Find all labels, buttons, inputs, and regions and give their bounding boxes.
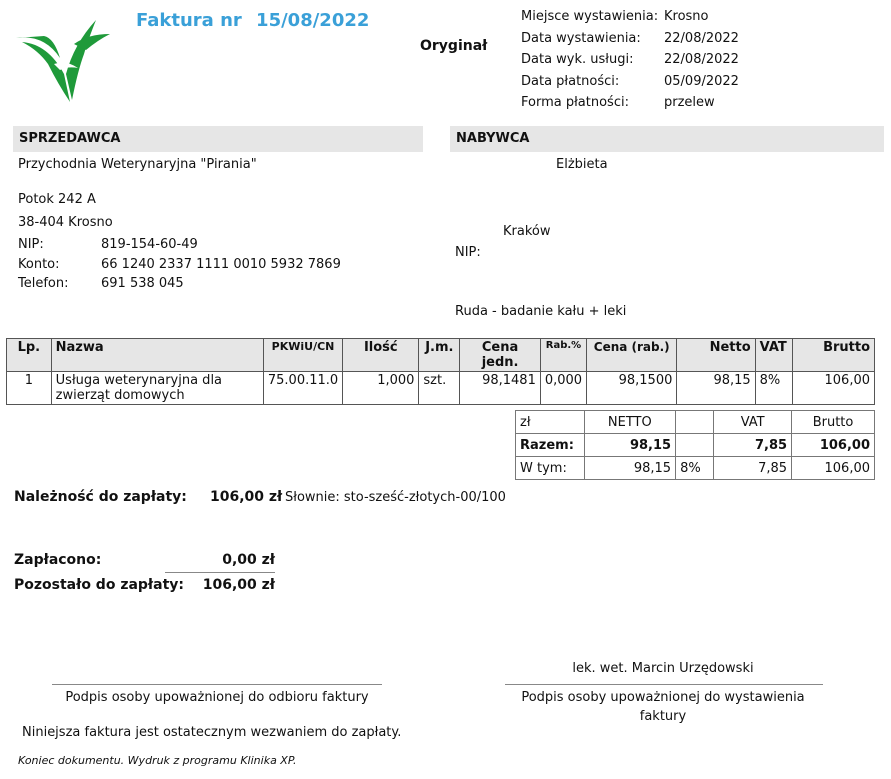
issuer-signature-caption: Podpis osoby upoważnionej do wystawienia — [521, 690, 805, 705]
cell-name: Usługa weterynaryjna dla zwierząt domowych — [51, 372, 263, 405]
vat-summary-table — [515, 410, 875, 480]
seller-nip: 819-154-60-49 — [101, 237, 198, 252]
col-lp: Lp. — [7, 339, 52, 372]
copy-label: Oryginał — [420, 38, 488, 54]
meta-label: Data płatności: — [521, 73, 620, 89]
meta-value: 22/08/2022 — [664, 52, 739, 67]
cell-brutto: 106,00 — [792, 372, 874, 405]
col-discount: Rab.% — [540, 339, 586, 372]
summary-total-label: Razem: — [516, 434, 585, 457]
invoice-title — [136, 10, 377, 31]
summary-incl-row — [516, 457, 875, 480]
seller-account-label: Konto: — [18, 257, 60, 272]
cell-qty: 1,000 — [343, 372, 419, 405]
cell-lp: 1 — [7, 372, 52, 405]
meta-row — [521, 9, 739, 31]
summary-total-brutto: 106,00 — [792, 434, 875, 457]
meta-row — [521, 74, 739, 96]
final-notice: Niniejsza faktura jest ostatecznym wezwaniem do zapłaty. — [22, 725, 402, 740]
seller-phone: 691 538 045 — [101, 276, 184, 291]
summary-header-row — [516, 411, 875, 434]
summary-incl-label: W tym: — [516, 457, 585, 480]
buyer-note: Ruda - badanie kału + leki — [455, 304, 627, 319]
meta-label: Forma płatności: — [521, 95, 629, 110]
summary-incl-netto: 98,15 — [584, 457, 676, 480]
meta-row — [521, 95, 739, 117]
summary-total-row — [516, 434, 875, 457]
invoice-meta — [521, 9, 739, 117]
summary-empty-cell — [676, 434, 714, 457]
meta-row — [521, 52, 739, 74]
meta-value: przelew — [664, 95, 715, 110]
meta-value: 22/08/2022 — [664, 30, 739, 46]
cell-discounted-price: 98,1500 — [587, 372, 677, 405]
buyer-nip-label: NIP: — [455, 245, 481, 260]
col-discounted-price: Cena (rab.) — [587, 339, 677, 372]
receiver-signature-caption: Podpis osoby upoważnionej do odbioru faktury — [65, 690, 369, 705]
issuer-signature-caption-2: faktury — [639, 709, 687, 724]
col-netto: Netto — [677, 339, 755, 372]
summary-empty-cell — [676, 411, 714, 434]
seller-name: Przychodnia Weterynaryjna "Pirania" — [18, 157, 257, 172]
remaining-value: 106,00 zł — [202, 577, 275, 593]
col-brutto: Brutto — [792, 339, 874, 372]
due-value: 106,00 zł — [210, 489, 283, 505]
meta-label: Data wystawienia: — [521, 30, 641, 46]
meta-label: Data wyk. usługi: — [521, 52, 634, 67]
cell-discount: 0,000 — [540, 372, 586, 405]
col-unit: J.m. — [419, 339, 460, 372]
cell-netto: 98,15 — [677, 372, 755, 405]
due-words: Słownie: sto-sześć-złotych-00/100 — [285, 490, 506, 505]
buyer-city: Kraków — [503, 224, 551, 239]
issuer-signature-line — [505, 684, 823, 685]
invoice-title-label: Faktura nr — [136, 10, 242, 31]
cell-unit: szt. — [419, 372, 460, 405]
clinic-logo — [14, 14, 112, 104]
col-vat: VAT — [755, 339, 792, 372]
document-end: Koniec dokumentu. Wydruk z programu Klinika XP. — [18, 754, 297, 767]
col-name: Nazwa — [51, 339, 263, 372]
invoice-number: 15/08/2022 — [256, 10, 370, 31]
seller-heading: SPRZEDAWCA — [13, 126, 423, 152]
meta-label: Miejsce wystawienia: — [521, 9, 659, 24]
col-pkwiu: PKWiU/CN — [263, 339, 342, 372]
buyer-heading: NABYWCA — [450, 126, 884, 152]
seller-account: 66 1240 2337 1111 0010 5932 7869 — [101, 257, 341, 272]
paid-divider — [165, 572, 275, 573]
remaining-label: Pozostało do zapłaty: — [14, 577, 184, 593]
meta-value: 05/09/2022 — [664, 73, 739, 89]
cell-unit-price: 98,1481 — [460, 372, 541, 405]
cell-vat: 8% — [755, 372, 792, 405]
due-label: Należność do zapłaty: — [14, 489, 187, 505]
table-row — [7, 372, 875, 405]
meta-row — [521, 31, 739, 53]
items-table — [6, 338, 875, 405]
paid-label: Zapłacono: — [14, 552, 102, 568]
summary-currency: zł — [516, 411, 585, 434]
summary-vat-label: VAT — [714, 411, 792, 434]
summary-total-netto: 98,15 — [584, 434, 676, 457]
seller-city: 38-404 Krosno — [18, 215, 113, 230]
summary-brutto-label: Brutto — [792, 411, 875, 434]
paid-value: 0,00 zł — [222, 552, 275, 568]
receiver-signature-line — [52, 684, 382, 685]
col-qty: Ilość — [343, 339, 419, 372]
summary-incl-vat: 7,85 — [714, 457, 792, 480]
buyer-name: Elżbieta — [556, 157, 608, 172]
summary-netto-label: NETTO — [584, 411, 676, 434]
col-unit-price: Cena jedn. — [460, 339, 541, 372]
items-header-row — [7, 339, 875, 372]
issuer-name: lek. wet. Marcin Urzędowski — [572, 661, 754, 676]
seller-street: Potok 242 A — [18, 192, 96, 207]
cell-pkwiu: 75.00.11.0 — [263, 372, 342, 405]
meta-value: Krosno — [664, 9, 709, 24]
summary-incl-brutto: 106,00 — [792, 457, 875, 480]
seller-nip-label: NIP: — [18, 237, 44, 252]
seller-phone-label: Telefon: — [18, 276, 69, 291]
summary-incl-rate: 8% — [676, 457, 714, 480]
summary-total-vat: 7,85 — [714, 434, 792, 457]
